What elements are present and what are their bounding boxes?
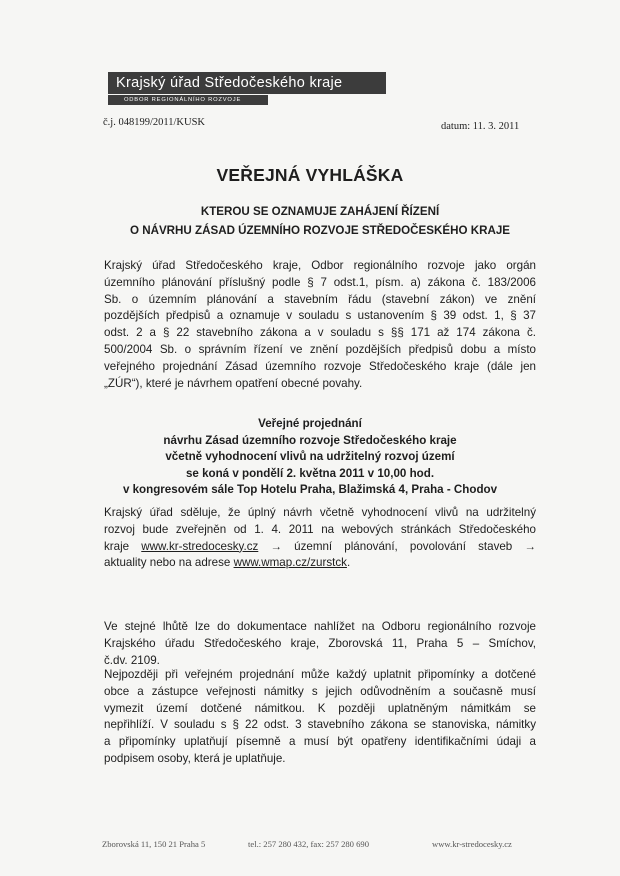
paragraph-line [104,555,536,572]
footer-phone: tel.: 257 280 432, fax: 257 280 690 [248,839,370,849]
paragraph-line: podpisem osoby, která je uplatňuje. [104,751,286,765]
paragraph-text: . [346,556,351,570]
paragraph-line: Sb. o územním plánování a stavebním řádu (stavební zákon) ve znění [104,292,536,306]
paragraph-line: pozdějších předpisů a oznamuje v souladu s ustanovením § 39 odst. 1, § 37 [104,309,536,323]
paragraph-line: a připomínky uplatňují písemně a musí být opatřeny identifikačními údaji a [104,735,536,749]
paragraph-line [104,539,536,556]
paragraph-line: obce a zástupce veřejnosti námitky s jejich odůvodněním a současně musí [104,684,536,698]
paragraph-line: 500/2004 Sb. o správním řízení ve znění pozdějších předpisů dobu a místo [104,342,536,356]
website-link[interactable]: www.kr-stredocesky.cz [141,539,259,553]
hearing-line: Veřejné projednání [258,417,362,430]
paragraph-text: kraje [104,539,130,553]
objections-paragraph [104,667,536,768]
paragraph-line: územního plánování příslušný podle § 7 odst.1, písm. a) zákona č. 183/2006 [104,275,536,289]
hearing-line: návrhu Zásad územního rozvoje Středočeského kraje [163,433,457,447]
paragraph-line: č.dv. 2109. [104,653,160,667]
paragraph-line: nepřihlíží. V souladu s § 22 odst. 3 stavebního zákona se stanoviska, námitky [104,718,536,732]
paragraph-line: vymezit území dotčené námitkou. K později uplatněným námitkám se [104,701,536,715]
page-title: VEŘEJNÁ VYHLÁŠKA [216,165,404,185]
map-link[interactable]: www.wmap.cz/zurstck [233,556,347,570]
hearing-line: včetně vyhodnocení vlivů na udržitelný rozvoj území [165,450,455,464]
paragraph-line: veřejného projednání Zásad územního rozvoje Středočeského kraje (dále jen [104,359,536,373]
paragraph-line: „ZÚR“), které je návrhem opatření obecné povahy. [104,376,363,390]
paragraph-line: odst. 2 a § 22 stavebního zákona a v souladu s §§ 171 až 174 zákona č. [104,326,536,340]
paragraph-text: aktuality nebo na adrese [104,556,231,570]
office-logo: Krajský úřad Středočeského kraje [108,72,386,94]
subtitle-line-1: KTEROU SE OZNAMUJE ZAHÁJENÍ ŘÍZENÍ [200,205,440,218]
paragraph-line: Krajský úřad sděluje, že úplný návrh včetně vyhodnocení vlivů na udržitelný [104,506,536,519]
hearing-announcement [0,416,620,499]
inspection-paragraph [104,619,536,669]
hearing-line: v kongresovém sále Top Hotelu Praha, Blažimská 4, Praha - Chodov [122,483,498,497]
paragraph-line: Krajský úřad Středočeského kraje, Odbor regionálního rozvoje jako orgán [104,259,536,272]
publication-paragraph [104,505,536,572]
footer-website[interactable]: www.kr-stredocesky.cz [432,839,512,849]
paragraph-line: Ve stejné lhůtě lze do dokumentace nahlížet na Odboru regionálního rozvoje [104,620,536,633]
footer-address: Zborovská 11, 150 21 Praha 5 [102,839,206,849]
reference-number: č.j. 048199/2011/KUSK [103,117,205,128]
paragraph-line: Nejpozději při veřejném projednání může každý uplatnit připomínky a dotčené [104,668,536,681]
department-label: ODBOR REGIONÁLNÍHO ROZVOJE [108,95,268,105]
paragraph-text: → územní plánování, povolování staveb → [270,539,536,553]
subtitle-line-2: O NÁVRHU ZÁSAD ÚZEMNÍHO ROZVOJE STŘEDOČESKÉHO KRAJE [129,224,511,237]
hearing-line: se koná v pondělí 2. května 2011 v 10,00 hod. [185,466,435,480]
paragraph-line: Krajského úřadu Středočeského kraje, Zborovská 11, Praha 5 – Smíchov, [104,636,536,650]
paragraph-line: rozvoj bude zveřejněn od 1. 4. 2011 na webových stránkách Středočeského [104,522,536,536]
document-date: datum: 11. 3. 2011 [441,121,520,132]
intro-paragraph [104,258,536,392]
